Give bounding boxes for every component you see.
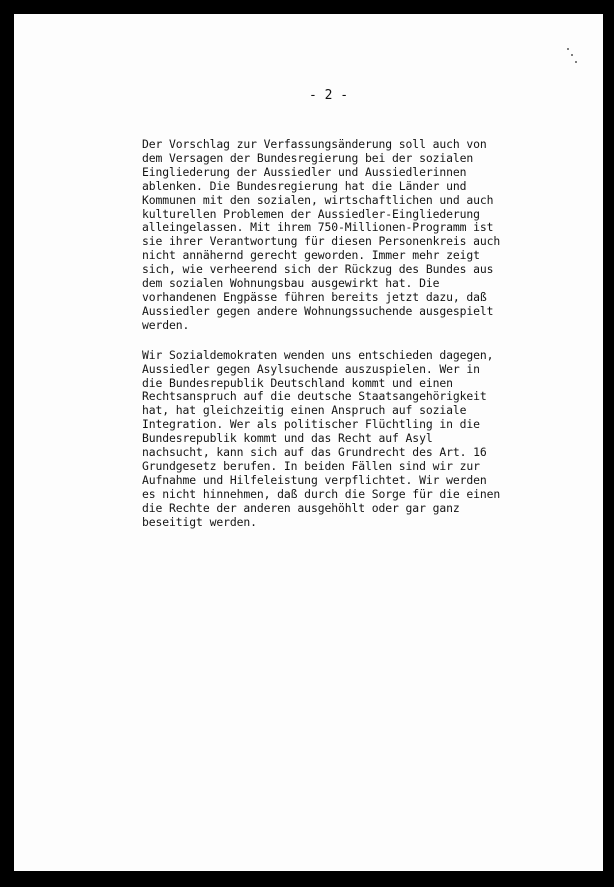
text-line: Aussiedler gegen Asylsuchende auszuspielen. Wer in	[142, 361, 480, 376]
text-line: kulturellen Problemen der Aussiedler-Eingliederung	[142, 206, 480, 221]
text-line: dem Versagen der Bundesregierung bei der sozialen	[142, 150, 474, 165]
text-line: Wir Sozialdemokraten wenden uns entschieden dagegen,	[142, 347, 494, 362]
text-line: alleingelassen. Mit ihrem 750-Millionen-Programm ist	[142, 220, 494, 235]
text-line: es nicht hinnehmen, daß durch die Sorge für die einen	[142, 486, 501, 501]
text-line: Der Vorschlag zur Verfassungsänderung soll auch von	[142, 137, 487, 151]
text-line: die Rechte der anderen ausgehöhlt oder gar ganz	[142, 500, 460, 515]
text-line: Grundgesetz berufen. In beiden Fällen sind wir zur	[142, 458, 480, 473]
text-line: nicht annähernd gerecht geworden. Immer mehr zeigt	[142, 248, 480, 263]
text-line: sie ihrer Verantwortung für diesen Personenkreis auch	[142, 234, 501, 249]
scan-speck	[567, 48, 569, 50]
text-line: dem sozialen Wohnungsbau ausgewirkt hat. Die	[142, 276, 440, 291]
paragraph-1	[142, 138, 522, 333]
text-line: Integration. Wer als politischer Flüchtling in die	[142, 417, 480, 432]
text-line: werden.	[142, 317, 190, 332]
text-line: Aufnahme und Hilfeleistung verpflichtet. Wir werden	[142, 472, 487, 487]
paragraph-2	[142, 349, 522, 530]
document-page	[14, 14, 603, 871]
text-line: Eingliederung der Aussiedler und Aussiedlerinnen	[142, 164, 467, 179]
text-line: Rechtsanspruch auf die deutsche Staatsangehörigkeit	[142, 389, 487, 404]
text-line: nachsucht, kann sich auf das Grundrecht des Art. 16	[142, 445, 487, 460]
text-line: beseitigt werden.	[142, 514, 257, 529]
text-line: sich, wie verheerend sich der Rückzug des Bundes aus	[142, 262, 494, 277]
text-line: hat, hat gleichzeitig einen Anspruch auf soziale	[142, 403, 467, 418]
body-text	[142, 138, 522, 545]
text-line: Bundesrepublik kommt und das Recht auf Asyl	[142, 431, 433, 446]
text-line: Aussiedler gegen andere Wohnungssuchende ausgespielt	[142, 303, 494, 318]
text-line: vorhandenen Engpässe führen bereits jetzt dazu, daß	[142, 289, 487, 304]
scan-speck	[571, 54, 573, 56]
text-line: die Bundesrepublik Deutschland kommt und einen	[142, 375, 453, 390]
page-number: - 2 -	[309, 88, 349, 103]
scan-speck	[575, 61, 577, 63]
text-line: ablenken. Die Bundesregierung hat die Länder und	[142, 178, 467, 193]
text-line: Kommunen mit den sozialen, wirtschaftlichen und auch	[142, 192, 494, 207]
